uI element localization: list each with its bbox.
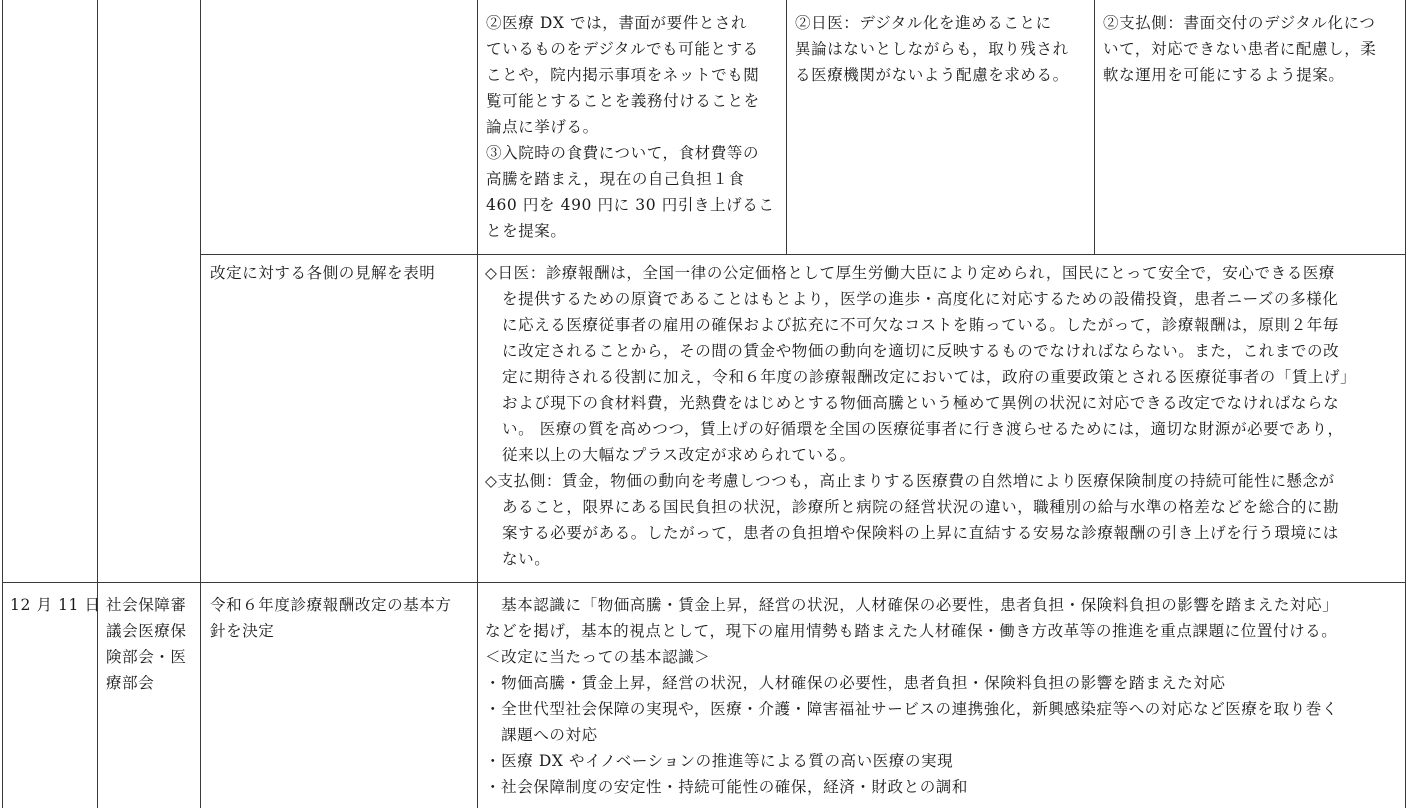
text-line: 議会医療保 [106,622,187,640]
table-rule-top-row [200,254,1406,255]
text-line: 高騰を踏まえ，現在の自己負担１食 [486,170,745,188]
text-line: および現下の食材料費，光熱費をはじめとする物価高騰という極めて異例の状況に対応できる改定でなければならな [502,394,1340,412]
text-line: 令和６年度診療報酬改定の基本方 [210,596,452,614]
text-line: 軟な運用を可能にするよう提案。 [1103,66,1345,84]
text-line: 従来以上の大幅なプラス改定が求められている。 [502,446,856,464]
text-line: 定に期待される役割に加え，令和６年度の診療報酬改定においては，政府の重要政策とされる医療従事者の「賃上げ」 [502,368,1357,386]
text-line: ことや，院内掲示事項をネットでも閲 [486,66,760,84]
text-line: とを提案。 [486,222,567,240]
text-line: 基本認識に「物価高騰・賃金上昇，経営の状況，人材確保の必要性，患者負担・保険料負担の影響を踏まえた対応」 [485,596,1339,614]
text-line: ・医療 DX やイノベーションの推進等による質の高い医療の実現 [485,752,954,770]
text-line: ているものをデジタルでも可能とする [486,40,759,58]
text-line: ・物価高騰・賃金上昇，経営の状況，人材確保の必要性，患者負担・保険料負担の影響を踏まえた対応 [485,674,1226,692]
payer-opinion-cell [1103,10,1376,88]
table-border-col3 [477,0,478,808]
content-cell [485,592,1338,800]
text-line: る医療機関がないよう配慮を求める。 [795,66,1069,84]
text-line: 論点に挙げる。 [486,118,599,136]
text-line: ・社会保障制度の安定性・持続可能性の確保，経済・財政との調和 [485,778,969,796]
text-line: あること，限界にある国民負担の状況，診療所と病院の経営状況の違い，職種別の給与水準の格差などを総合的に勘 [502,498,1340,516]
table-border-col1 [97,0,98,808]
text-line: 460 円を 490 円に 30 円引き上げるこ [486,196,775,214]
text-line: を提供するための原資であることはもとより，医学の進歩・高度化に対応するための設備投資，患者ニーズの多様化 [502,290,1339,308]
text-line: 社会保障審 [106,596,187,614]
text-line: いて，対応できない患者に配慮し，柔 [1103,40,1377,58]
content-cell [485,260,1356,572]
table-border-col5 [1094,0,1095,254]
text-line: ②支払側：書面交付のデジタル化につ [1103,14,1376,32]
text-line: ③入院時の食費について，食材費等の [486,144,760,162]
item-cell [210,592,452,644]
text-line: 覧可能とすることを義務付けることを [486,92,760,110]
text-line: ない。 [502,550,551,568]
text-line: に応える医療従事者の雇用の確保および拡充に不可欠なコストを賄っている。したがって，診療報酬は，原則２年毎 [502,316,1339,334]
text-line: ＜改定に当たっての基本認識＞ [485,648,711,666]
table-border-right [1405,0,1406,808]
text-line: 針を決定 [210,622,275,640]
text-line: などを掲げ，基本的視点として，現下の雇用情勢も踏まえた人材確保・働き方改革等の推進を重点課題に位置付ける。 [485,622,1338,640]
text-line: い。 医療の質を高めつつ，賃上げの好循環を全国の医療従事者に行き渡らせるためには，適切な財源が必要であり， [502,420,1344,438]
text-line: 異論はないとしながらも，取り残され [795,40,1069,58]
item-cell [210,260,435,286]
text-line: 険部会・医 [106,648,187,666]
date-cell [10,592,101,618]
text-line: に改定されることから，その間の賃金や物価の動向を適切に反映するものでなければならない。また，これまでの改 [502,342,1340,360]
proposal-cell [486,10,774,244]
text-line: ②日医：デジタル化を進めることに [795,14,1052,32]
text-line: ◇日医：診療報酬は，全国一律の公定価格として厚生労働大臣により定められ，国民にとって安全で，安心できる医療 [485,264,1336,282]
text-line: 案する必要がある。したがって，患者の負担増や保険料の上昇に直結する安易な診療報酬の引き上げを行う環境には [502,524,1339,542]
item-text: 改定に対する各側の見解を表明 [210,264,436,282]
body-cell [106,592,187,696]
jma-opinion-cell [795,10,1069,88]
text-line: ◇支払側：賃金，物価の動向を考慮しつつも，高止まりする医療費の自然増により医療保険制度の持続可能性に懸念が [485,472,1335,490]
date-text: 12 月 11 日 [10,596,101,614]
text-line: ・全世代型社会保障の実現や，医療・介護・障害福祉サービスの連携強化，新興感染症等への対応など医療を取り巻く [485,700,1338,718]
text-line: ②医療 DX では，書面が要件とされ [486,14,748,32]
table-rule-mid-row [2,582,1406,583]
table-border-col2 [200,0,201,808]
text-line: 課題への対応 [485,726,598,744]
table-border-left [2,0,3,808]
table-border-col4 [786,0,787,254]
text-line: 療部会 [106,674,155,692]
